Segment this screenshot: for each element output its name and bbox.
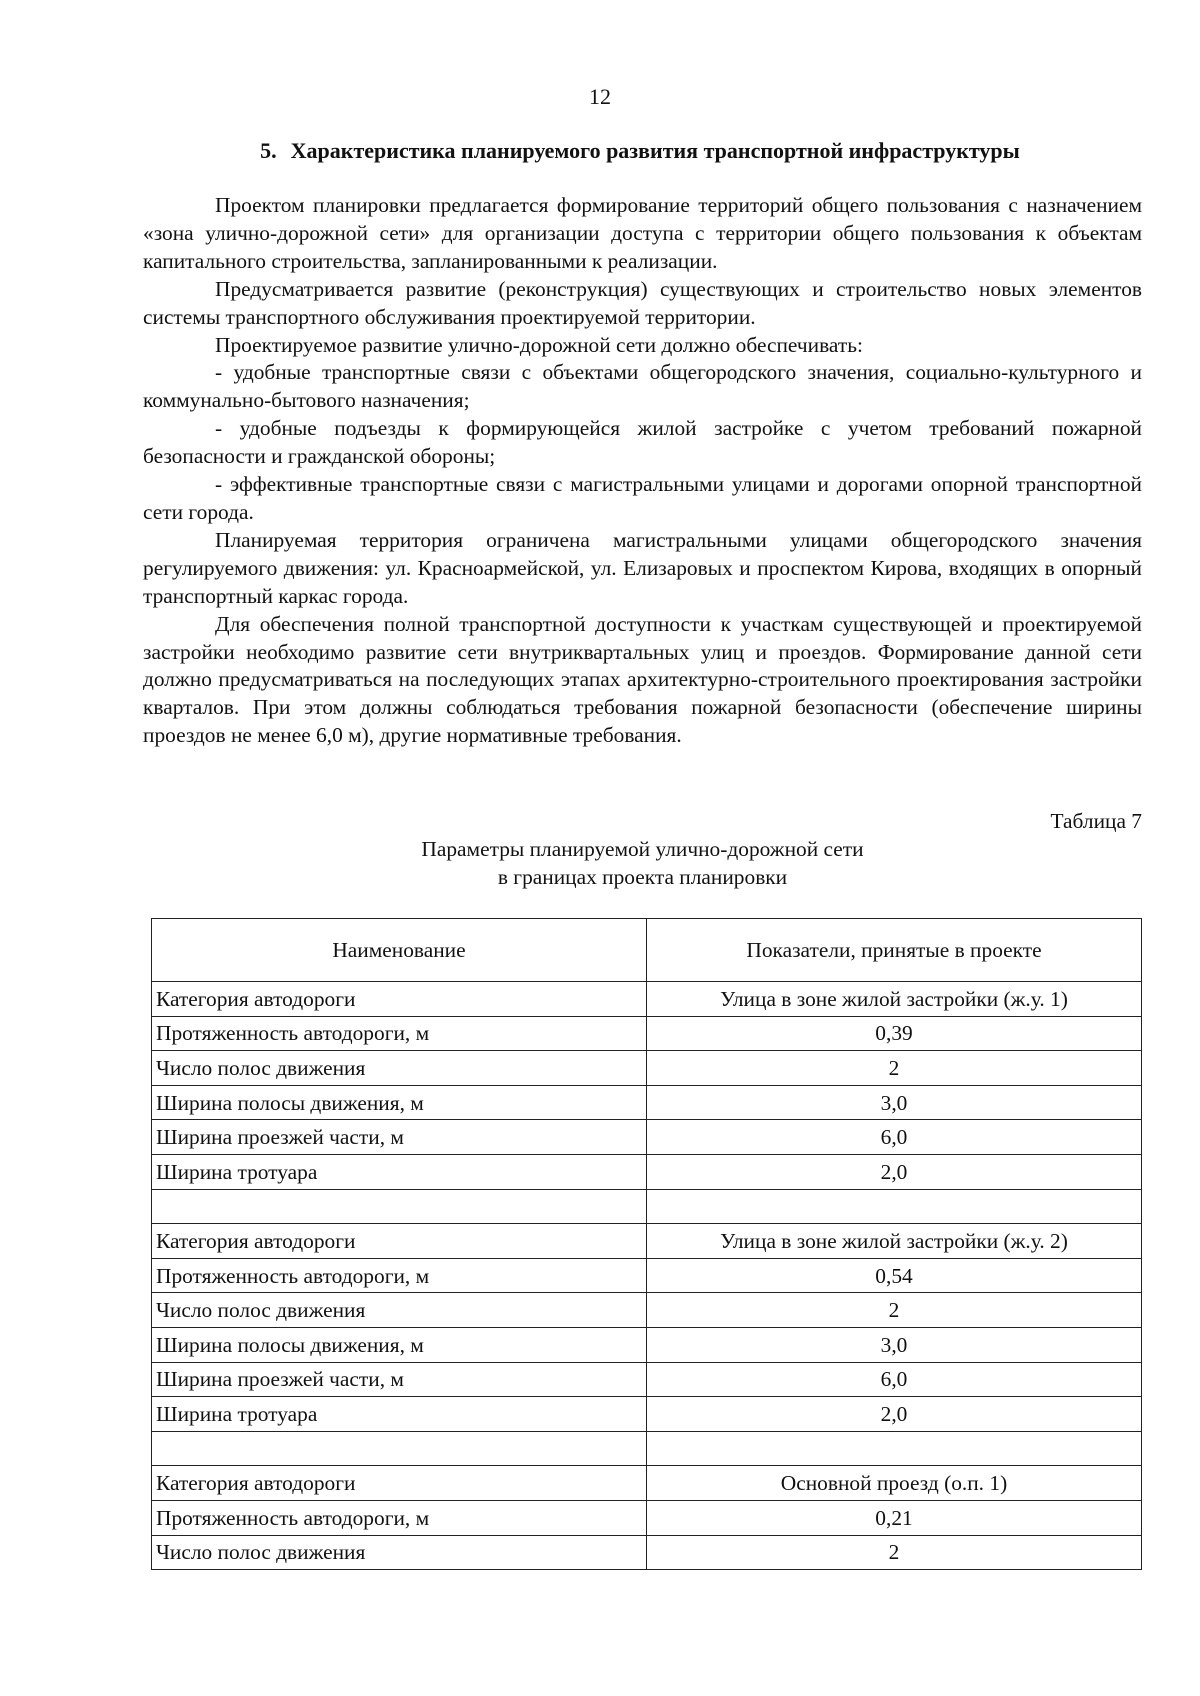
table-row xyxy=(152,1189,1142,1224)
paragraph: Планируемая территория ограничена магистральными улицами общегородского значения регулируемого движения: ул. Красноармейской, ул. Елизаровых и проспектом Кирова, входящих в опорный транспортный каркас города. xyxy=(143,527,1142,608)
row-label: Категория автодороги xyxy=(152,1466,647,1501)
table-body xyxy=(152,982,1142,1570)
paragraph: - удобные подъезды к формирующейся жилой застройке с учетом требований пожарной безопасности и гражданской обороны; xyxy=(143,416,1142,469)
table-row xyxy=(152,1500,1142,1535)
row-label: Ширина полосы движения, м xyxy=(152,1085,647,1120)
table-row xyxy=(152,1362,1142,1397)
row-value xyxy=(647,1431,1142,1466)
page-number: 12 xyxy=(589,84,611,109)
header-values: Показатели, принятые в проекте xyxy=(647,919,1142,982)
table-row xyxy=(152,1431,1142,1466)
section-number: 5. xyxy=(260,138,277,163)
row-label: Ширина проезжей части, м xyxy=(152,1362,647,1397)
row-value: 6,0 xyxy=(647,1362,1142,1397)
row-label: Ширина тротуара xyxy=(152,1154,647,1189)
table-row xyxy=(152,1327,1142,1362)
table-header-row xyxy=(152,919,1142,982)
paragraph: - эффективные транспортные связи с магистральными улицами и дорогами опорной транспортной сети города. xyxy=(143,472,1142,524)
row-value: Основной проезд (о.п. 1) xyxy=(647,1466,1142,1501)
paragraph: Для обеспечения полной транспортной доступности к участкам существующей и проектируемой застройки необходимо развитие сети внутриквартальных улиц и проездов. Формирование данной сети должно предусматриваться на последующих этапах архитектурно-строительного проектирования застройки кварталов. При этом должны соблюдаться требования пожарной безопасности (обеспечение ширины проездов не менее 6,0 м), другие нормативные требования. xyxy=(143,611,1142,748)
row-value: 6,0 xyxy=(647,1120,1142,1155)
row-value: 3,0 xyxy=(647,1327,1142,1362)
row-label: Категория автодороги xyxy=(152,982,647,1017)
row-value: Улица в зоне жилой застройки (ж.у. 1) xyxy=(647,982,1142,1017)
table-row xyxy=(152,1224,1142,1259)
paragraph: - удобные транспортные связи с объектами общегородского значения, социально-культурного и коммунально-бытового назначения; xyxy=(143,360,1142,413)
section-title: Характеристика планируемого развития транспортной инфраструктуры xyxy=(290,138,1020,163)
row-value: 0,39 xyxy=(647,1016,1142,1051)
row-value: 3,0 xyxy=(647,1085,1142,1120)
row-value: 0,21 xyxy=(647,1500,1142,1535)
row-label: Число полос движения xyxy=(152,1051,647,1086)
row-label: Ширина проезжей части, м xyxy=(152,1120,647,1155)
row-label: Число полос движения xyxy=(152,1293,647,1328)
table-row xyxy=(152,1466,1142,1501)
row-label xyxy=(152,1431,647,1466)
header-name: Наименование xyxy=(152,919,647,982)
row-value: 2,0 xyxy=(647,1397,1142,1432)
row-value: 2,0 xyxy=(647,1154,1142,1189)
table-row xyxy=(152,1397,1142,1432)
row-value: 2 xyxy=(647,1051,1142,1086)
row-label xyxy=(152,1189,647,1224)
parameters-table xyxy=(151,918,1142,1570)
row-label: Категория автодороги xyxy=(152,1224,647,1259)
table-title-line1: Параметры планируемой улично-дорожной сети xyxy=(421,837,864,861)
table-row xyxy=(152,1016,1142,1051)
row-value xyxy=(647,1189,1142,1224)
table-number: Таблица 7 xyxy=(1050,809,1142,833)
table-row xyxy=(152,1085,1142,1120)
row-label: Ширина полосы движения, м xyxy=(152,1327,647,1362)
row-value: 0,54 xyxy=(647,1258,1142,1293)
table-row xyxy=(152,1051,1142,1086)
table-row xyxy=(152,1154,1142,1189)
section-heading xyxy=(140,138,1140,164)
table-caption xyxy=(143,807,1142,891)
row-label: Число полос движения xyxy=(152,1535,647,1570)
table-title-line2: в границах проекта планировки xyxy=(497,865,788,889)
row-label: Протяженность автодороги, м xyxy=(152,1258,647,1293)
row-value: 2 xyxy=(647,1535,1142,1570)
table-row xyxy=(152,1535,1142,1570)
table-row xyxy=(152,1120,1142,1155)
row-label: Протяженность автодороги, м xyxy=(152,1500,647,1535)
paragraph: Предусматривается развитие (реконструкция) существующих и строительство новых элементов системы транспортного обслуживания проектируемой территории. xyxy=(143,276,1142,329)
body-text xyxy=(143,192,1142,750)
row-label: Ширина тротуара xyxy=(152,1397,647,1432)
table-row xyxy=(152,1258,1142,1293)
table-row xyxy=(152,1293,1142,1328)
paragraph: Проектируемое развитие улично-дорожной сети должно обеспечивать: xyxy=(215,332,863,357)
row-value: Улица в зоне жилой застройки (ж.у. 2) xyxy=(647,1224,1142,1259)
table-row xyxy=(152,982,1142,1017)
row-value: 2 xyxy=(647,1293,1142,1328)
row-label: Протяженность автодороги, м xyxy=(152,1016,647,1051)
paragraph: Проектом планировки предлагается формирование территорий общего пользования с назначением «зона улично-дорожной сети» для организации доступа с территории общего пользования к объектам капитального строительства, запланированными к реализации. xyxy=(143,193,1142,273)
